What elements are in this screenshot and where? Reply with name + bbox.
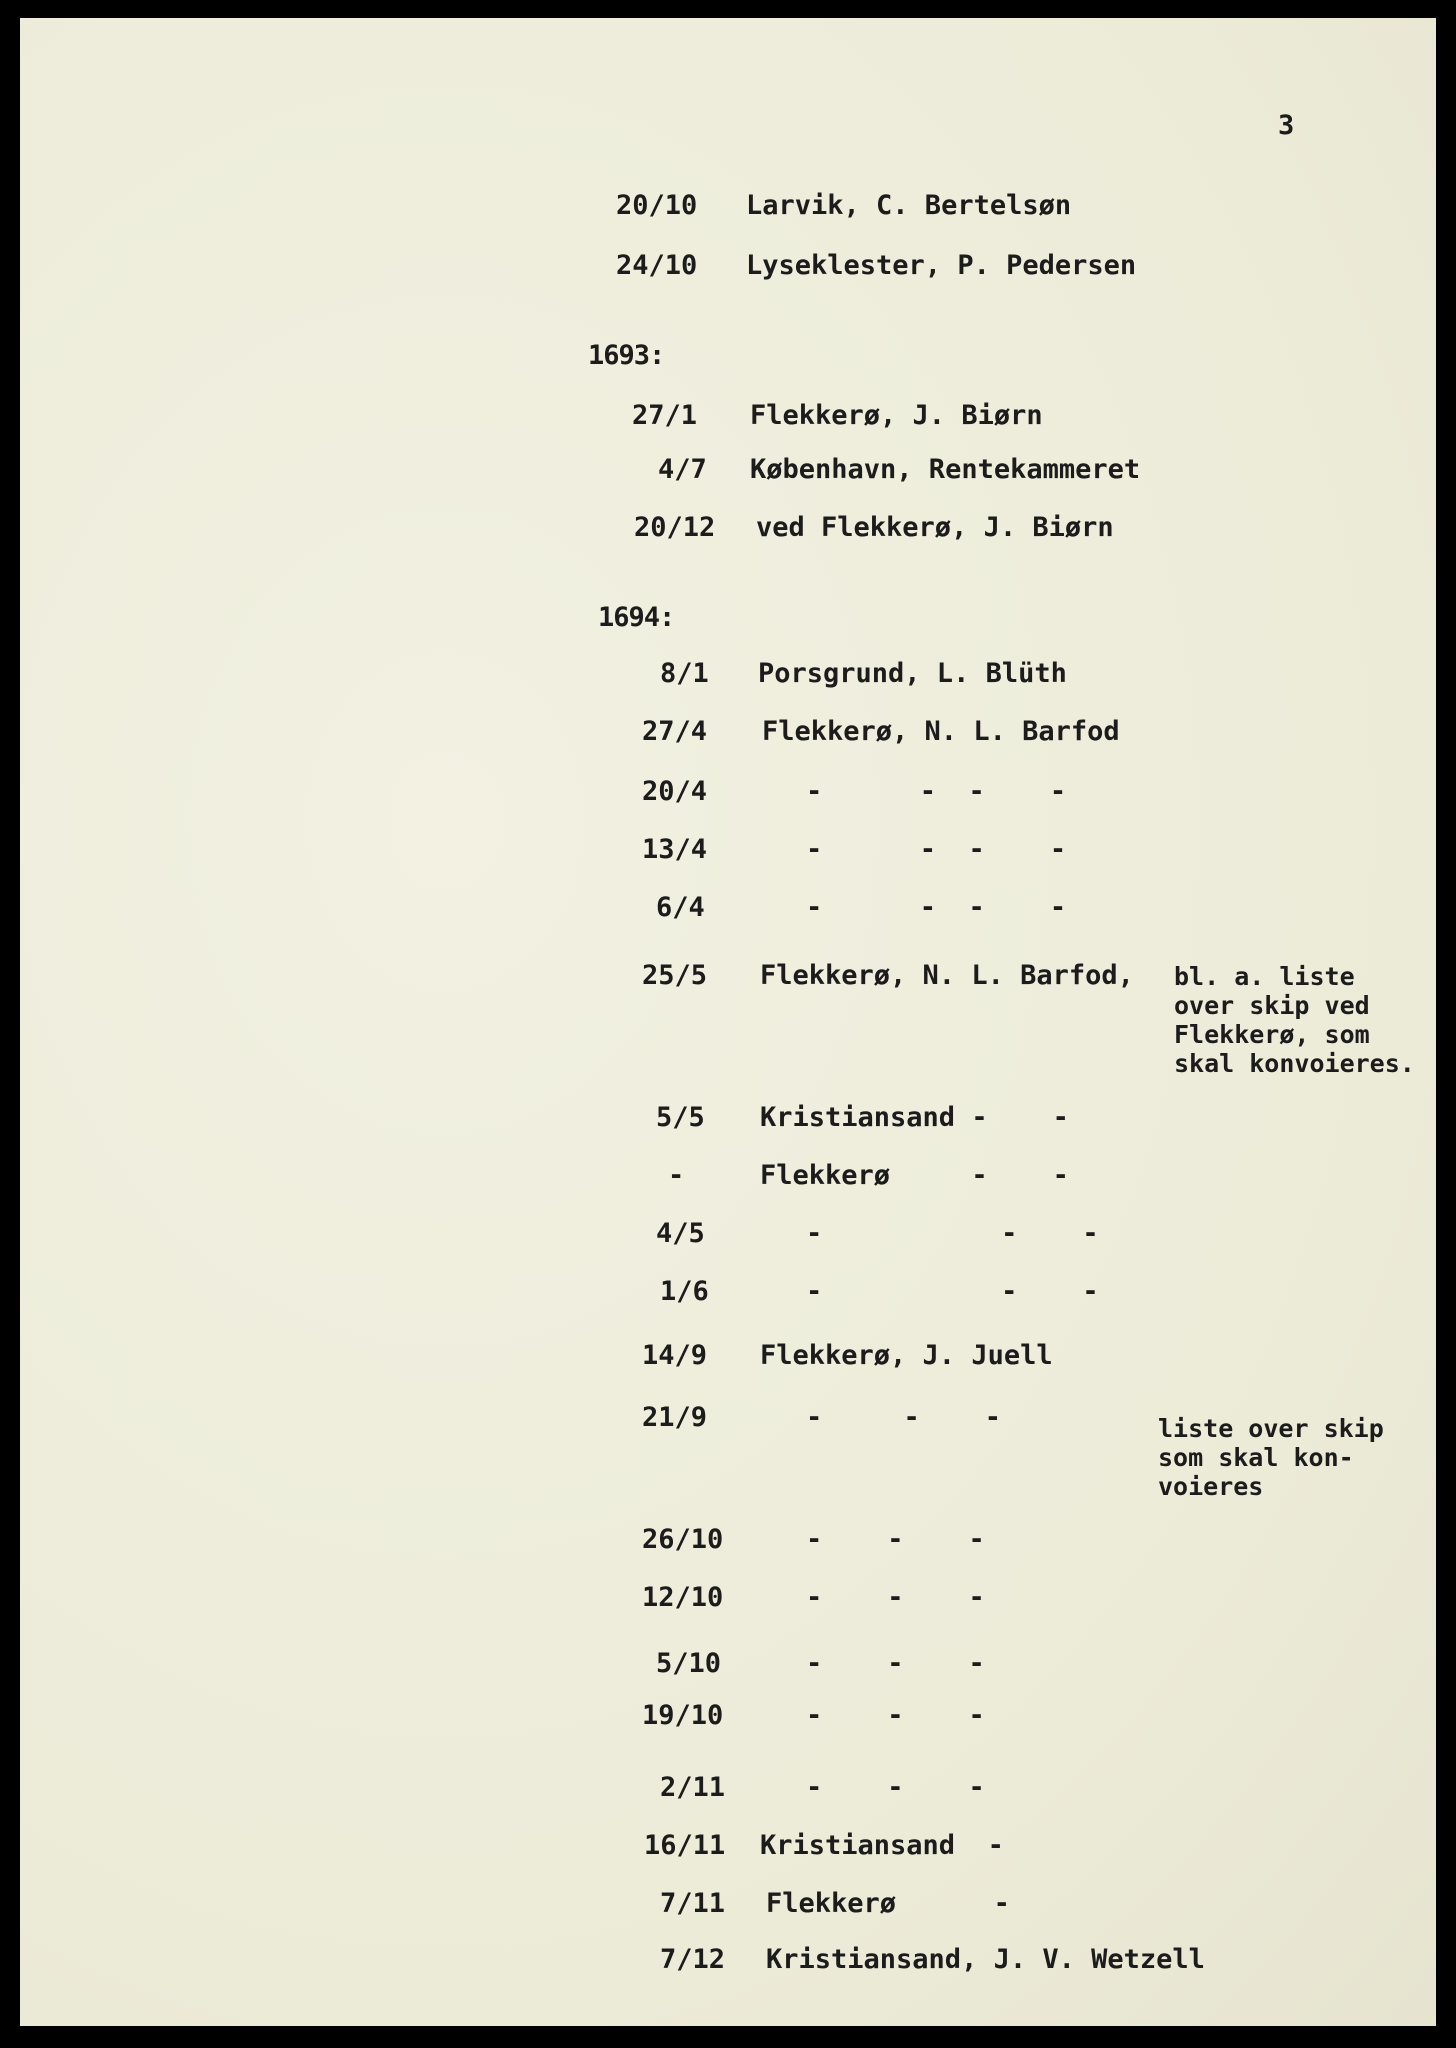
entry-text: - - - <box>806 1218 1099 1249</box>
entry-row <box>20 1648 1436 1688</box>
entry-text: - - - <box>806 1772 985 1803</box>
entry-row <box>20 1700 1436 1740</box>
entry-row <box>20 1340 1436 1380</box>
entry-text: - - - - <box>806 776 1067 807</box>
entry-text: - - - <box>806 1402 1002 1433</box>
entry-date: 20/4 <box>642 776 708 807</box>
entry-row <box>20 658 1436 698</box>
entry-row <box>20 1160 1436 1200</box>
entry-row <box>20 892 1436 932</box>
entry-row <box>20 1102 1436 1142</box>
year-heading-1693: 1693: <box>588 340 665 371</box>
entry-date: 25/5 <box>642 960 708 991</box>
entry-date: 4/7 <box>658 454 707 485</box>
entry-text: - - - <box>806 1648 985 1679</box>
entry-date: - <box>668 1160 685 1191</box>
entry-date: 6/4 <box>656 892 705 923</box>
entry-date: 5/5 <box>656 1102 705 1133</box>
entry-row <box>20 190 1436 230</box>
entry-text: - - - <box>806 1276 1099 1307</box>
entry-row <box>20 834 1436 874</box>
entry-date: 8/1 <box>660 658 709 689</box>
entry-date: 27/1 <box>632 400 698 431</box>
entry-row <box>20 1524 1436 1564</box>
entry-note: bl. a. liste over skip ved Flekkerø, som skal konvoieres. <box>1174 962 1415 1078</box>
entry-date: 14/9 <box>642 1340 708 1371</box>
entry-date: 1/6 <box>660 1276 709 1307</box>
entry-date: 7/12 <box>660 1944 726 1975</box>
entry-row <box>20 1218 1436 1258</box>
entry-date: 7/11 <box>660 1888 726 1919</box>
entry-text: Lyseklester, P. Pedersen <box>746 250 1137 281</box>
entry-date: 12/10 <box>642 1582 724 1613</box>
entry-text: Larvik, C. Bertelsøn <box>746 190 1072 221</box>
entry-text: Porsgrund, L. Blüth <box>758 658 1067 689</box>
entry-date: 20/12 <box>634 512 716 543</box>
year-heading-1694: 1694: <box>598 602 675 633</box>
entry-text: Flekkerø, J. Juell <box>760 1340 1053 1371</box>
entry-row <box>20 400 1436 440</box>
entry-date: 19/10 <box>642 1700 724 1731</box>
entry-date: 16/11 <box>644 1830 726 1861</box>
entry-text: Kristiansand - - <box>760 1102 1069 1133</box>
entry-date: 5/10 <box>656 1648 722 1679</box>
document-page <box>20 18 1436 2026</box>
entry-text: Flekkerø - - <box>760 1160 1069 1191</box>
entry-text: - - - <box>806 1524 985 1555</box>
entry-row <box>20 1888 1436 1928</box>
entry-date: 21/9 <box>642 1402 708 1433</box>
entry-text: Flekkerø, N. L. Barfod, <box>760 960 1134 991</box>
entry-date: 2/11 <box>660 1772 726 1803</box>
entry-date: 13/4 <box>642 834 708 865</box>
entry-text: Flekkerø, J. Biørn <box>750 400 1043 431</box>
entry-row <box>20 454 1436 494</box>
entry-text: København, Rentekammeret <box>750 454 1141 485</box>
page-number: 3 <box>1278 110 1295 141</box>
entry-text: - - - - <box>806 834 1067 865</box>
entry-row <box>20 1276 1436 1316</box>
entry-text: Kristiansand - <box>760 1830 1004 1861</box>
entry-text: ved Flekkerø, J. Biørn <box>756 512 1114 543</box>
entry-date: 20/10 <box>616 190 698 221</box>
entry-row <box>20 250 1436 290</box>
entry-text: Kristiansand, J. V. Wetzell <box>766 1944 1205 1975</box>
entry-date: 4/5 <box>656 1218 705 1249</box>
entry-row <box>20 1772 1436 1812</box>
entry-row <box>20 1944 1436 1984</box>
entry-text: - - - <box>806 1700 985 1731</box>
entry-date: 24/10 <box>616 250 698 281</box>
entry-text: - - - <box>806 1582 985 1613</box>
entry-text: - - - - <box>806 892 1067 923</box>
entry-date: 26/10 <box>642 1524 724 1555</box>
entry-row <box>20 512 1436 552</box>
entry-text: Flekkerø, N. L. Barfod <box>762 716 1120 747</box>
entry-row <box>20 716 1436 756</box>
entry-row <box>20 1582 1436 1622</box>
entry-text: Flekkerø - <box>766 1888 1010 1919</box>
entry-date: 27/4 <box>642 716 708 747</box>
entry-note: liste over skip som skal kon- voieres <box>1158 1414 1384 1501</box>
entry-row <box>20 1830 1436 1870</box>
entry-row <box>20 776 1436 816</box>
